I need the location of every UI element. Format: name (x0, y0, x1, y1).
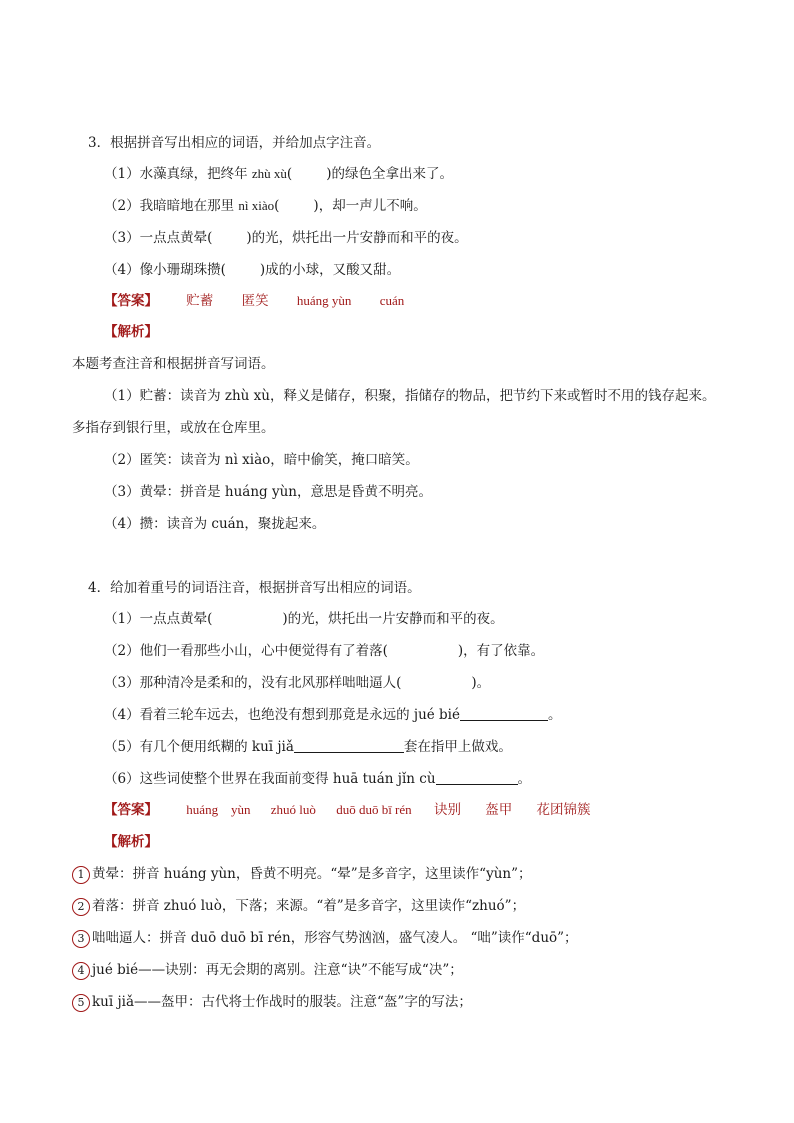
q3-answer (104, 290, 404, 312)
answer-blank[interactable] (388, 641, 458, 655)
q4-analysis-line: 3 咄咄逼人：拼音 duō duō bī rén，形容气势汹汹，盛气凌人。 “咄”读作“duō”； (72, 927, 578, 949)
answer-text: yùn (230, 802, 251, 817)
q4-item-2: （2）他们一看那些小山，心中便觉得有了着落( )，有了依靠。 (104, 643, 545, 659)
q4-item-3: （3）那种清冷是柔和的，没有北风那样咄咄逼人( )。 (104, 675, 491, 691)
circled-number: 1 (72, 866, 90, 884)
q3-item-4: （4）像小珊瑚珠攒( )成的小球，又酸又甜。 (104, 262, 401, 278)
q4-item-1: （1）一点点黄晕( )的光，烘托出一片安静而和平的夜。 (104, 611, 504, 627)
q4-analysis-line: 1 黄晕：拼音 huáng yùn，昏黄不明亮。“晕”是多音字，这里读作“yùn”； (72, 863, 532, 885)
circled-number: 2 (72, 898, 90, 916)
q3-analysis-line: （2）匿笑：读音为 nì xiào，暗中偷笑，掩口暗笑。 (104, 452, 419, 468)
answer-text: 贮蓄 (186, 293, 214, 309)
q3-analysis-line: （1）贮蓄：读音为 zhù xù，释义是储存，积聚，指储存的物品，把节约下来或暂时不用的钱存起来。 (104, 388, 716, 404)
answer-text: huáng yùn (296, 293, 352, 308)
q3-item-2: （2）我暗暗地在那里 nì xiào( )，却一声儿不响。 (104, 198, 427, 214)
answer-underline[interactable] (460, 706, 548, 721)
q3-analysis-line: （3）黄晕：拼音是 huáng yùn，意思是昏黄不明亮。 (104, 484, 432, 500)
q4-analysis-line: 2 着落：拼音 zhuó luò，下落；来源。“着”是多音字，这里读作“zhuó”； (72, 895, 525, 917)
answer-text: 盔甲 (485, 802, 513, 818)
q3-title: 3．根据拼音写出相应的词语，并给加点字注音。 (88, 135, 381, 151)
q4-title: 4．给加着重号的词语注音，根据拼音写出相应的词语。 (88, 580, 421, 596)
answer-text: duō duō bī rén (336, 802, 412, 817)
q3-analysis-intro: 本题考查注音和根据拼音写词语。 (72, 356, 275, 372)
q3-analysis-line: （4）攒：读音为 cuán，聚拢起来。 (104, 516, 326, 532)
answer-text: huáng (186, 802, 219, 817)
q3-analysis-label: 【解析】 (104, 324, 158, 340)
answer-blank[interactable] (226, 260, 260, 274)
q3-item-1: （1）水藻真绿，把终年 zhù xù( )的绿色全拿出来了。 (104, 166, 453, 182)
answer-blank[interactable] (212, 609, 282, 623)
answer-text: zhuó luò (270, 802, 316, 817)
answer-underline[interactable] (436, 770, 518, 785)
q4-analysis-label: 【解析】 (104, 834, 158, 850)
answer-blank[interactable] (212, 228, 246, 242)
q4-item-5: （5）有几个便用纸糊的 kuī jiǎ 套在指甲上做戏。 (104, 739, 512, 755)
answer-text: 匿笑 (241, 293, 269, 309)
answer-label: 【答案】 (104, 802, 158, 818)
q4-analysis-line: 5 kuī jiǎ——盔甲：古代将士作战时的服装。注意“盔”字的写法； (72, 991, 472, 1013)
answer-text: cuán (379, 293, 405, 308)
answer-text: 花团锦簇 (536, 802, 591, 818)
answer-blank[interactable] (292, 164, 326, 178)
q4-analysis-line: 4 jué bié——诀别：再无会期的离别。注意“诀”不能写成“决”； (72, 959, 463, 981)
q3-item-3: （3）一点点黄晕( )的光，烘托出一片安静而和平的夜。 (104, 230, 468, 246)
q4-item-6: （6）这些词使整个世界在我面前变得 huā tuán jǐn cù 。 (104, 771, 532, 787)
circled-number: 4 (72, 962, 90, 980)
q4-answer (104, 799, 591, 821)
q4-item-4: （4）看着三轮车远去，也绝没有想到那竟是永远的 jué bié 。 (104, 707, 562, 723)
answer-underline[interactable] (294, 738, 404, 753)
answer-blank[interactable] (401, 673, 471, 687)
circled-number: 5 (72, 994, 90, 1012)
answer-label: 【答案】 (104, 293, 158, 309)
circled-number: 3 (72, 930, 90, 948)
answer-text: 诀别 (433, 802, 461, 818)
q3-analysis-line: 多指存到银行里，或放在仓库里。 (72, 420, 275, 436)
answer-blank[interactable] (279, 196, 313, 210)
